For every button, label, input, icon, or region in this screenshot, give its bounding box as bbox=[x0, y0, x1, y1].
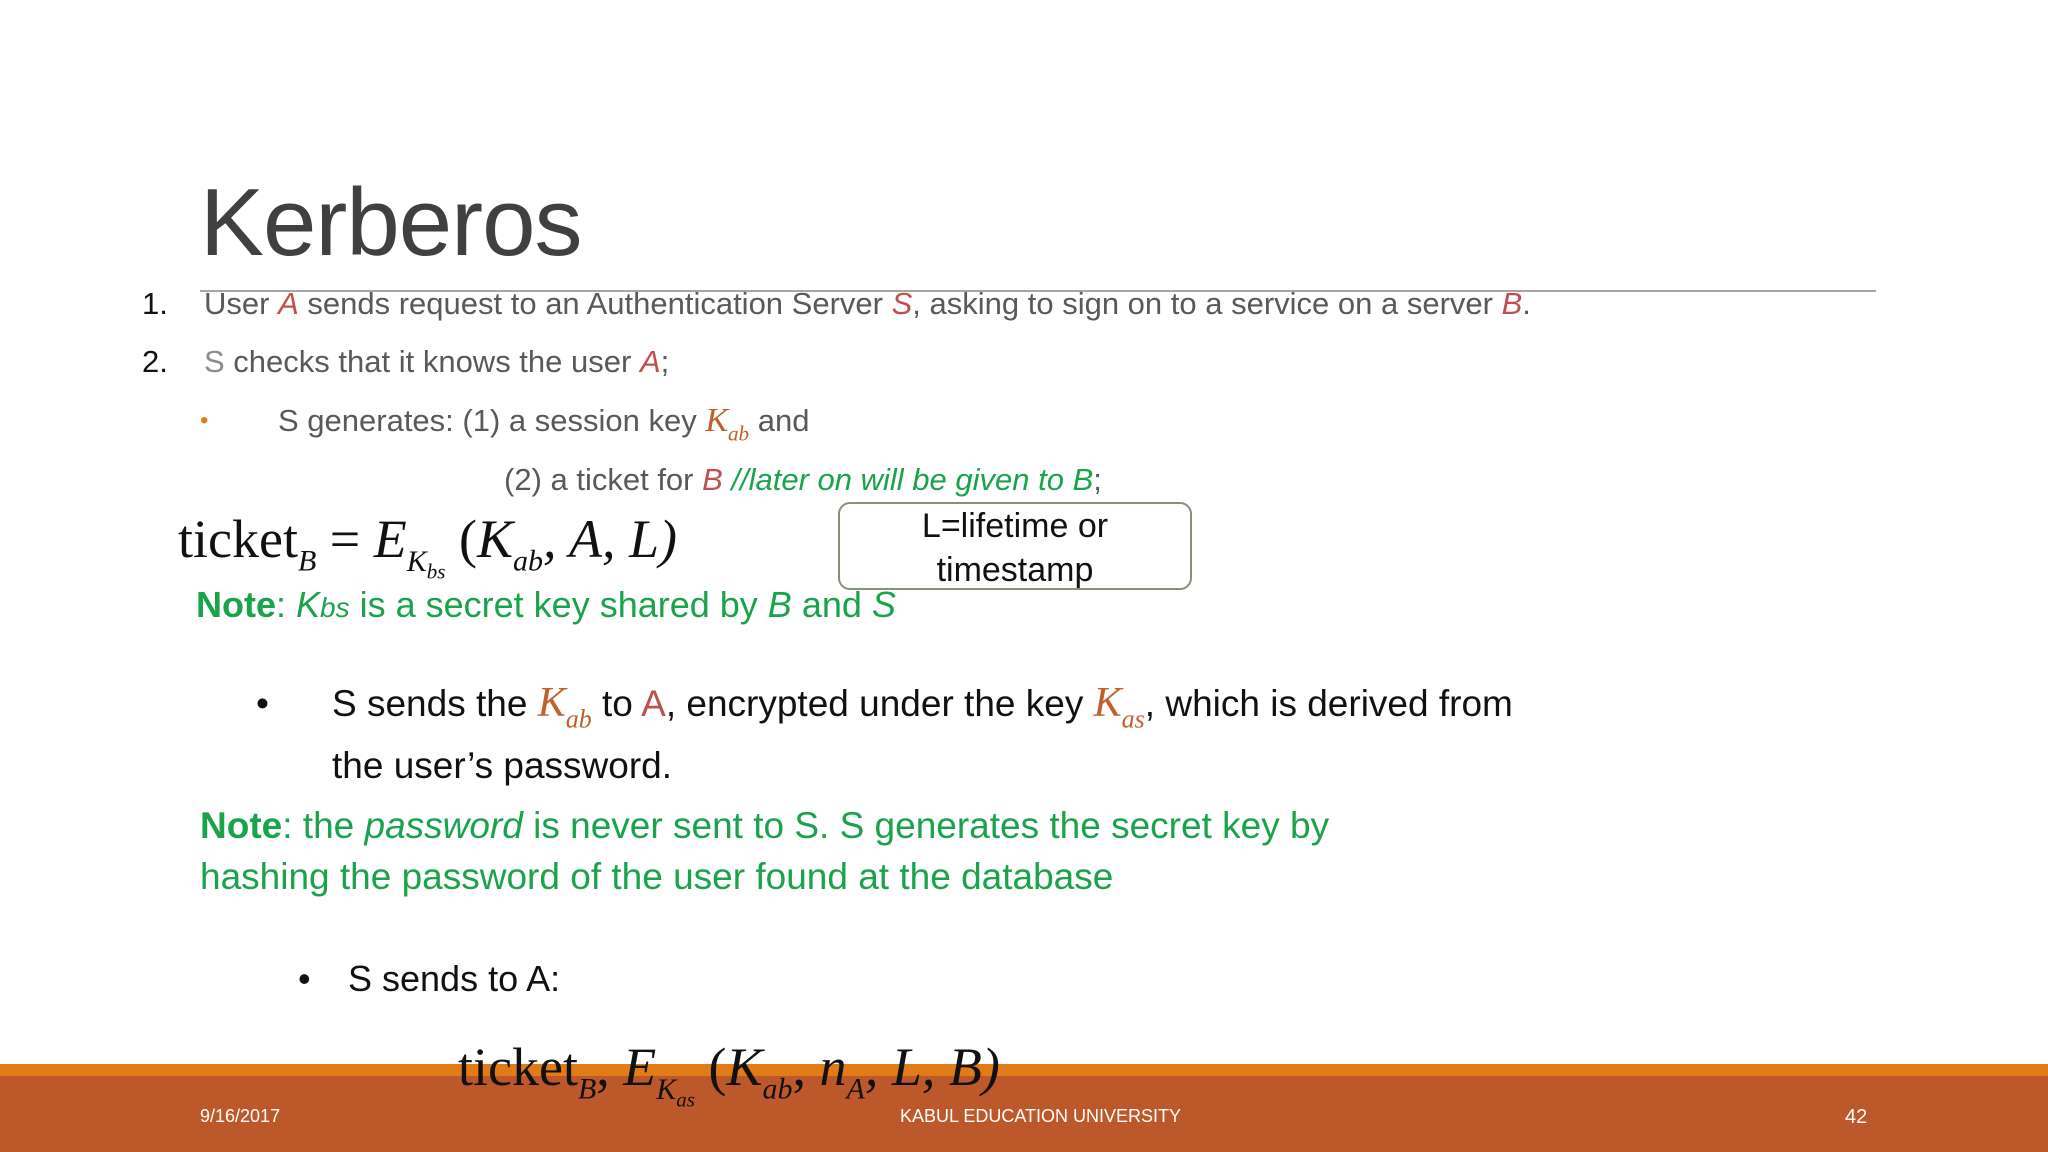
list-number: 1. bbox=[142, 286, 168, 321]
text: . bbox=[1522, 286, 1531, 321]
bullet-sends-kab: • S sends the $K_{ab}$ to A, encrypted under the key $K_{as}$, which is derived from the user’s password. bbox=[256, 680, 1513, 786]
list-item-2 bbox=[142, 344, 669, 380]
var-a: A bbox=[278, 286, 299, 321]
note-password: Note: the password is never sent to S. S generates the secret key by hashing the password of the user found at the database bbox=[200, 805, 1330, 897]
bullet-sends-to-a bbox=[298, 958, 560, 1000]
text: S sends to A: bbox=[348, 958, 561, 999]
bullet: • bbox=[256, 683, 269, 724]
list-number: 2. bbox=[142, 344, 168, 379]
var-s: S bbox=[204, 344, 225, 379]
text: the user’s password. bbox=[332, 744, 673, 786]
slide-title: Kerberos bbox=[200, 169, 582, 276]
bullet: • bbox=[200, 407, 209, 434]
text: ; bbox=[660, 344, 670, 379]
sub-item-ticket bbox=[504, 462, 1102, 498]
lifetime-callout: L=lifetime or timestamp bbox=[838, 502, 1192, 590]
footer-date: 9/16/2017 bbox=[200, 1106, 281, 1126]
note-kbs: Note: Kbs is a secret key shared by B and S bbox=[196, 584, 896, 625]
text: checks that it knows the user bbox=[224, 344, 640, 379]
session-key-kab: $K_{ab}$ bbox=[705, 402, 750, 446]
text: ; bbox=[1093, 462, 1102, 497]
text: and bbox=[749, 403, 810, 438]
note-label: Note bbox=[200, 805, 283, 846]
var-b: B bbox=[1501, 286, 1523, 321]
text: sends request to an Authentication Server bbox=[298, 286, 892, 321]
message-formula: ticket$_B$, $E_{K_{as}}$ ($K_{ab}$, $n_A$, L, B) bbox=[458, 1037, 1000, 1111]
sub-item-generates bbox=[200, 402, 809, 446]
page-number: 42 bbox=[1845, 1106, 1868, 1128]
text: , asking to sign on to a service on a server bbox=[912, 286, 1502, 321]
text: User bbox=[204, 286, 279, 321]
comment: //later on will be given to B bbox=[722, 462, 1094, 497]
var-s: S bbox=[891, 286, 913, 321]
footer-organization: KABUL EDUCATION UNIVERSITY bbox=[900, 1106, 1182, 1126]
var-a: A bbox=[639, 344, 661, 379]
var-b: B bbox=[702, 462, 723, 497]
ticket-formula: ticket$_B$ = $E_{K_{bs}}$ ($K_{ab}$, A, L) bbox=[178, 509, 677, 583]
list-item-1 bbox=[142, 286, 1531, 322]
text: (2) a ticket for bbox=[504, 462, 703, 497]
note-label: Note bbox=[196, 584, 276, 625]
text: S generates: (1) a session key bbox=[278, 403, 706, 438]
bullet: • bbox=[298, 958, 311, 999]
footer-accent-bar bbox=[0, 1064, 2048, 1076]
